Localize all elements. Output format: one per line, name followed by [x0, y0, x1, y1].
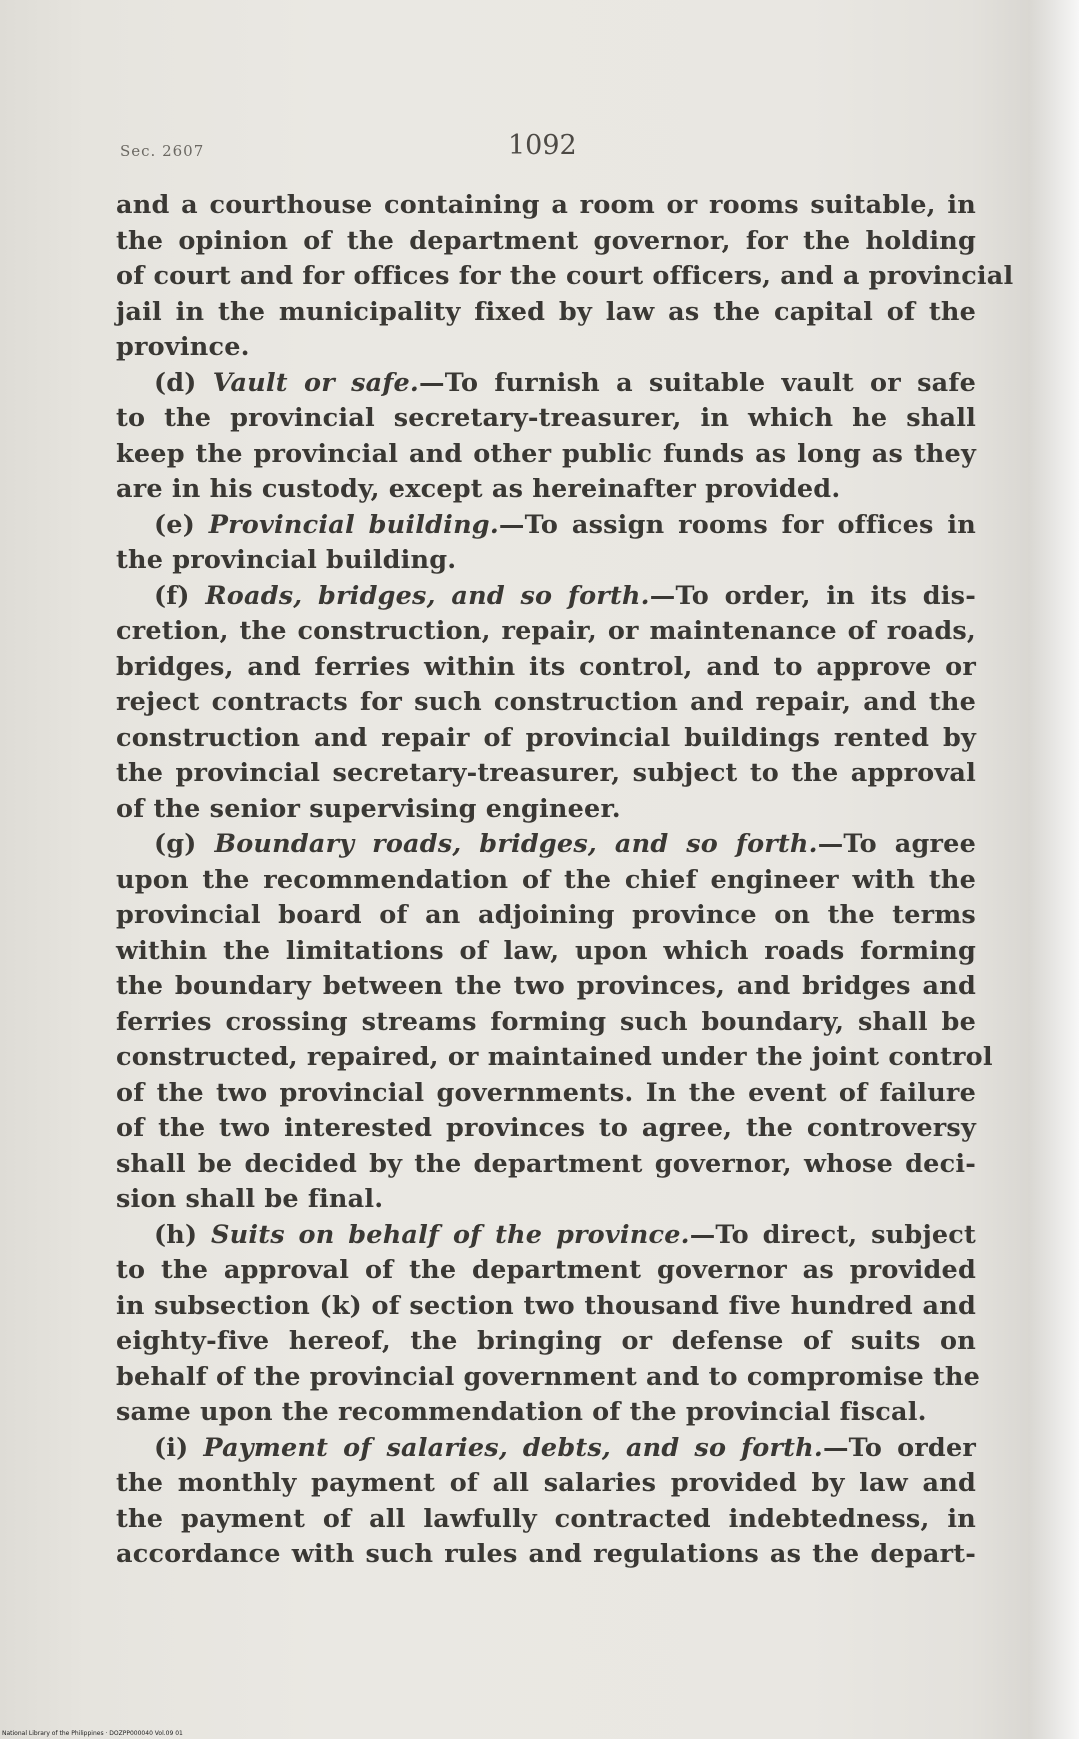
paragraph-heading: Payment of salaries, debts, and so forth.	[203, 1432, 823, 1463]
paragraph-g	[116, 827, 993, 1218]
text-line: bridges, and ferries within its control, and to approve or	[116, 651, 976, 682]
text-line: of the senior supervising engineer.	[116, 793, 621, 824]
text-line: the opinion of the department governor, for the holding	[116, 225, 976, 256]
paragraph-heading: Suits on behalf of the province.	[211, 1219, 690, 1250]
text-line: in subsection (k) of section two thousand five hundred and	[116, 1290, 976, 1321]
text-line: to the approval of the department governor as provided	[116, 1255, 976, 1285]
text-line: —To order, in its dis-	[649, 580, 977, 611]
subsection-marker: (d)	[154, 367, 197, 398]
text-line: of the two interested provinces to agree, the controversy	[116, 1113, 976, 1143]
paragraph-heading: Vault or safe.	[212, 367, 420, 398]
text-line: reject contracts for such construction and repair, and the	[116, 687, 976, 717]
text-line: the provincial building.	[116, 545, 457, 575]
text-line: sion shall be final.	[116, 1184, 384, 1214]
text-line: of the two provincial governments. In the event of failure	[116, 1077, 976, 1108]
text-line: —To assign rooms for offices in	[498, 509, 977, 540]
subsection-marker: (e)	[154, 509, 195, 540]
text-line: province.	[116, 332, 250, 362]
text-line: provincial board of an adjoining province on the terms	[116, 900, 976, 930]
text-line: —To order	[822, 1432, 977, 1463]
text-line: accordance with such rules and regulations as the depart-	[116, 1539, 976, 1569]
page-edge-shadow	[1029, 0, 1079, 1739]
text-line: and a courthouse containing a room or rooms suitable, in	[116, 190, 976, 220]
paragraph-h	[116, 1218, 981, 1431]
text-line: the boundary between the two provinces, and bridges and	[116, 971, 976, 1001]
paragraph-first-line	[116, 366, 976, 402]
page-body	[116, 188, 1014, 1573]
paragraph-e	[116, 508, 976, 579]
paragraph-heading: Boundary roads, bridges, and so forth.	[214, 829, 818, 859]
paragraph-first-line	[116, 508, 976, 544]
text-line: the provincial secretary-treasurer, subject to the approval	[116, 758, 976, 788]
text-line: upon the recommendation of the chief engineer with the	[116, 864, 976, 895]
paragraph-d	[116, 366, 976, 508]
section-reference: Sec. 2607	[120, 142, 205, 160]
text-line: to the provincial secretary-treasurer, in which he shall	[116, 403, 976, 433]
paragraph-continuation	[116, 188, 1014, 366]
text-line: constructed, repaired, or maintained under the joint control	[116, 1042, 993, 1072]
text-line: of court and for offices for the court officers, and a provincial	[116, 261, 1014, 291]
subsection-marker: (g)	[154, 829, 197, 859]
subsection-marker: (i)	[154, 1432, 189, 1463]
text-line: —To furnish a suitable vault or safe	[419, 367, 977, 398]
paragraph-f	[116, 579, 976, 828]
text-line: keep the provincial and other public funds as long as they	[116, 438, 976, 469]
paragraph-heading: Roads, bridges, and so forth.	[205, 580, 650, 611]
text-line: the monthly payment of all salaries provided by law and	[116, 1468, 976, 1498]
text-line: within the limitations of law, upon which roads forming	[116, 935, 976, 966]
archive-credit: National Library of the Philippines · DOZPP000040 Vol.09 01	[2, 1730, 183, 1737]
paragraph-first-line	[116, 579, 976, 615]
page-number: 1092	[508, 130, 577, 161]
text-line: eighty-five hereof, the bringing or defense of suits on	[116, 1326, 976, 1356]
text-line: behalf of the provincial government and to compromise the	[116, 1361, 981, 1392]
text-line: cretion, the construction, repair, or maintenance of roads,	[116, 616, 976, 646]
text-line: shall be decided by the department governor, whose deci-	[116, 1148, 976, 1179]
paragraph-first-line	[116, 1431, 976, 1467]
text-line: the payment of all lawfully contracted indebtedness, in	[116, 1503, 976, 1534]
paragraph-heading: Provincial building.	[208, 509, 499, 540]
paragraph-first-line	[116, 827, 976, 863]
paragraph-i	[116, 1431, 976, 1573]
text-line: ferries crossing streams forming such boundary, shall be	[116, 1006, 976, 1037]
text-line: —To agree	[817, 829, 976, 859]
text-line: are in his custody, except as hereinafter provided.	[116, 474, 841, 504]
text-line: same upon the recommendation of the provincial fiscal.	[116, 1397, 927, 1427]
page-header	[118, 130, 978, 170]
text-line: jail in the municipality fixed by law as the capital of the	[116, 296, 976, 327]
text-line: —To direct, subject	[689, 1219, 977, 1250]
subsection-marker: (f)	[154, 580, 190, 611]
text-line: construction and repair of provincial buildings rented by	[116, 722, 976, 753]
subsection-marker: (h)	[154, 1219, 198, 1250]
paragraph-first-line	[116, 1218, 976, 1254]
